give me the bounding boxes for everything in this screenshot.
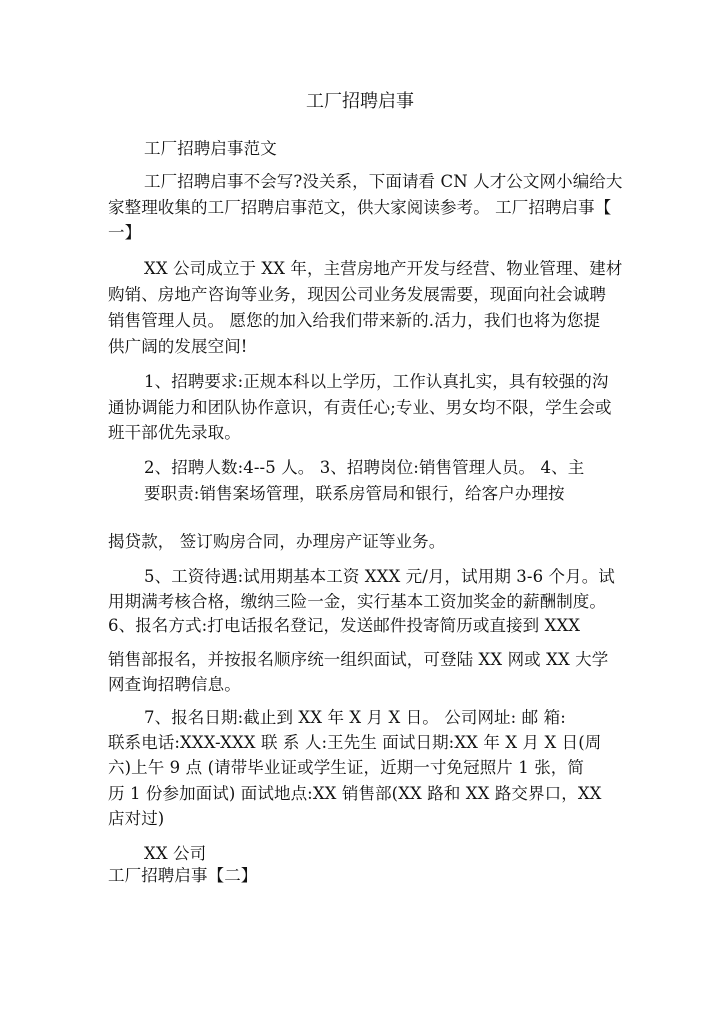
apply-line-3: 网查询招聘信息。 (108, 675, 241, 694)
intro-line-2: 家整理收集的工厂招聘启事范文，供大家阅读参考。 工厂招聘启事【 (108, 198, 612, 217)
salary-line-2: 用期满考核合格，缴纳三险一金，实行基本工资加奖金的薪酬制度。 (108, 592, 606, 611)
salary-line-1: 5、工资待遇:试用期基本工资 XXX 元/月，试用期 3-6 个月。试 (144, 567, 615, 586)
dates-line-2: 联系电话:XXX-XXX 联 系 人:王先生 面试日期:XX 年 X 月 X 日(周 (108, 733, 602, 752)
positions-line-2: 要职责:销售案场管理，联系房管局和银行，给客户办理按 (144, 484, 565, 503)
dates-line-1: 7、报名日期:截止到 XX 年 X 月 X 日。 公司网址: 邮 箱: (144, 708, 566, 727)
dates-line-3: 六)上午 9 点 (请带毕业证或学生证，近期一寸免冠照片 1 张，简 (108, 758, 584, 777)
company-line-2: 购销、房地产咨询等业务，现因公司业务发展需要，现面向社会诚聘 (108, 285, 606, 304)
company-line-1: XX 公司成立于 XX 年，主营房地产开发与经营、物业管理、建材 (144, 259, 623, 278)
requirements-line-2: 通协调能力和团队协作意识，有责任心;专业、男女均不限，学生会或 (108, 398, 612, 417)
intro-line-1: 工厂招聘启事不会写?没关系，下面请看 CN 人才公文网小编给大 (144, 172, 623, 191)
positions-line-1: 2、招聘人数:4--5 人。 3、招聘岗位:销售管理人员。 4、主 (144, 458, 585, 477)
requirements-line-3: 班干部优先录取。 (108, 423, 241, 442)
intro-line-3: 一】 (108, 223, 142, 242)
subtitle-line: 工厂招聘启事范文 (144, 139, 277, 158)
document-title: 工厂招聘启事 (306, 91, 414, 112)
dates-line-4: 历 1 份参加面试) 面试地点:XX 销售部(XX 路和 XX 路交界口，XX (108, 784, 602, 803)
company-line-4: 供广阔的发展空间! (108, 337, 248, 356)
company-line-3: 销售管理人员。 愿您的加入给我们带来新的.活力，我们也将为您提 (108, 311, 601, 330)
second-section-heading: 工厂招聘启事【二】 (108, 866, 258, 885)
requirements-line-1: 1、招聘要求:正规本科以上学历，工作认真扎实，具有较强的沟 (144, 372, 609, 391)
dates-line-5: 店对过) (108, 809, 165, 828)
apply-line-1: 6、报名方式:打电话报名登记，发送邮件投寄简历或直接到 XXX (108, 616, 581, 635)
apply-line-2: 销售部报名，并按报名顺序统一组织面试，可登陆 XX 网或 XX 大学 (108, 650, 609, 669)
company-signature: XX 公司 (144, 844, 207, 863)
positions-line-3: 揭贷款， 签订购房合同，办理房产证等业务。 (108, 532, 446, 551)
